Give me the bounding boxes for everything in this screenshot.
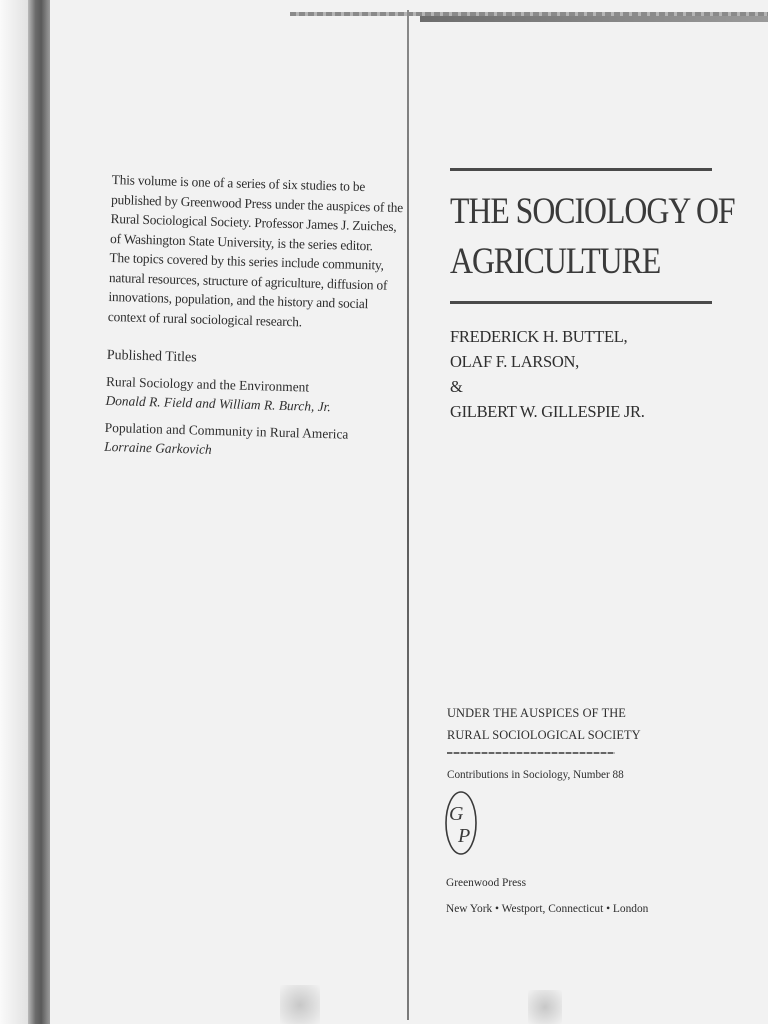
auspices-rule xyxy=(447,752,615,754)
blurb-line: of Washington State University, is the series editor. xyxy=(109,230,374,253)
logo-letter-g: G xyxy=(449,803,464,825)
blurb-line: The topics covered by this series include community, xyxy=(109,249,384,273)
published-title: Population and Community in Rural America xyxy=(104,419,349,442)
title-page xyxy=(450,168,735,424)
binding-shadow xyxy=(28,0,50,1024)
scan-smudge xyxy=(528,990,562,1024)
blurb-line: published by Greenwood Press under the auspices of the xyxy=(110,191,404,215)
series-page xyxy=(104,170,404,471)
auspices-line: UNDER THE AUSPICES OF THE xyxy=(447,706,626,720)
published-title: Rural Sociology and the Environment xyxy=(105,373,310,395)
scan-smudge xyxy=(280,985,320,1024)
publisher-info xyxy=(446,870,648,922)
page-gutter xyxy=(407,10,409,1020)
published-title-entry xyxy=(105,372,356,417)
published-title-entry xyxy=(104,418,355,463)
auspices-line: RURAL SOCIOLOGICAL SOCIETY xyxy=(447,728,641,742)
series-description xyxy=(107,170,404,333)
published-title-authors: Donald R. Field and William R. Burch, Jr. xyxy=(105,392,331,415)
blurb-line: Rural Sociological Society. Professor James J. Zuiches, xyxy=(110,210,397,234)
blurb-line: context of rural sociological research. xyxy=(107,308,303,329)
book-title-line: AGRICULTURE xyxy=(450,241,661,282)
title-rule-bottom xyxy=(450,301,712,304)
greenwood-press-logo-icon xyxy=(444,790,478,856)
blurb-line: innovations, population, and the history and social xyxy=(108,288,369,312)
title-rule-top xyxy=(450,168,712,171)
logo-letter-p: P xyxy=(458,825,471,847)
published-titles-heading: Published Titles xyxy=(106,347,197,366)
published-title-authors: Lorraine Garkovich xyxy=(104,438,212,457)
page-edge xyxy=(0,0,28,1024)
series-number: Contributions in Sociology, Number 88 xyxy=(447,769,624,781)
auspices-note xyxy=(447,702,647,746)
author-line: GILBERT W. GILLESPIE JR. xyxy=(450,402,645,421)
author-list xyxy=(450,324,720,424)
author-line: & xyxy=(450,377,463,396)
top-scan-edge-right xyxy=(420,16,768,22)
author-line: OLAF F. LARSON, xyxy=(450,352,579,371)
publisher-cities: New York • Westport, Connecticut • London xyxy=(446,903,649,915)
author-line: FREDERICK H. BUTTEL, xyxy=(450,327,628,346)
blurb-line: natural resources, structure of agriculture, diffusion of xyxy=(108,269,388,293)
book-title xyxy=(450,187,735,287)
blurb-line: This volume is one of a series of six studies to be xyxy=(111,171,366,195)
publisher-name: Greenwood Press xyxy=(446,877,527,889)
book-title-line: THE SOCIOLOGY OF xyxy=(450,191,735,232)
